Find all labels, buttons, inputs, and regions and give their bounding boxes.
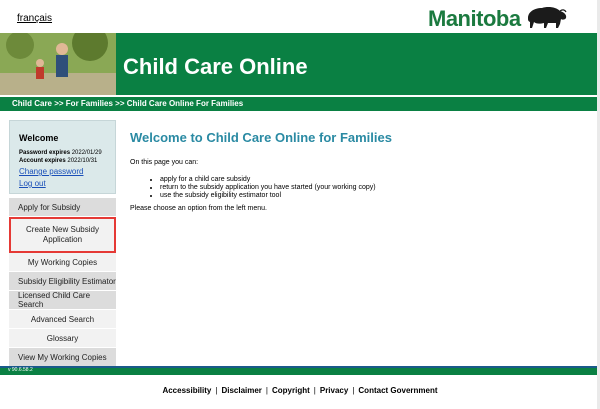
menu-create-new-subsidy-application-label: Create New Subsidy Application bbox=[26, 225, 99, 244]
account-expires-value: 2022/10/31 bbox=[67, 158, 98, 164]
footer-links bbox=[0, 386, 600, 395]
footer-link-accessibility[interactable]: Accessibility bbox=[162, 386, 212, 395]
separator: | bbox=[352, 386, 355, 395]
account-expires bbox=[19, 158, 97, 164]
intro-text: On this page you can: bbox=[130, 159, 199, 166]
password-expires bbox=[19, 150, 102, 156]
change-password-link[interactable]: Change password bbox=[19, 167, 84, 176]
bison-icon bbox=[524, 4, 568, 30]
menu-my-working-copies[interactable]: My Working Copies bbox=[9, 253, 116, 272]
breadcrumb-bar bbox=[0, 95, 600, 111]
instruction-text: Please choose an option from the left menu. bbox=[130, 205, 267, 212]
family-photo bbox=[0, 33, 116, 95]
menu-licensed-child-care-search[interactable]: Licensed Child Care Search bbox=[9, 291, 116, 310]
welcome-box bbox=[9, 120, 116, 194]
header-banner bbox=[0, 33, 600, 95]
separator: | bbox=[265, 386, 268, 395]
footer-link-copyright[interactable]: Copyright bbox=[272, 386, 310, 395]
version-label: v 90.6.58.2 bbox=[8, 367, 33, 373]
main-content bbox=[130, 130, 580, 212]
feature-list bbox=[130, 176, 580, 199]
breadcrumb[interactable]: Child Care >> For Families >> Child Care Online For Families bbox=[12, 99, 244, 108]
list-item: • apply for a child care subsidy bbox=[160, 176, 580, 183]
menu-apply-for-subsidy[interactable]: Apply for Subsidy bbox=[9, 198, 116, 217]
password-expires-value: 2022/01/29 bbox=[71, 150, 102, 156]
footer-link-disclaimer[interactable]: Disclaimer bbox=[221, 386, 262, 395]
logo-text: Manitoba bbox=[428, 6, 521, 31]
footer-link-contact-government[interactable]: Contact Government bbox=[358, 386, 438, 395]
left-menu bbox=[9, 120, 116, 367]
separator: | bbox=[215, 386, 218, 395]
footer-link-privacy[interactable]: Privacy bbox=[319, 386, 349, 395]
menu-advanced-search[interactable]: Advanced Search bbox=[9, 310, 116, 329]
list-item: • return to the subsidy application you have started (your working copy) bbox=[160, 184, 580, 191]
footer-bar bbox=[0, 366, 600, 375]
menu-view-my-working-copies[interactable]: View My Working Copies bbox=[9, 348, 116, 367]
menu-subsidy-eligibility-estimator[interactable]: Subsidy Eligibility Estimator bbox=[9, 272, 116, 291]
page-title: Welcome to Child Care Online for Families bbox=[130, 130, 392, 145]
account-expires-label: Account expires bbox=[19, 158, 66, 164]
separator: | bbox=[313, 386, 316, 395]
menu-glossary[interactable]: Glossary bbox=[9, 329, 116, 348]
manitoba-logo[interactable] bbox=[428, 4, 568, 32]
log-out-link[interactable]: Log out bbox=[19, 179, 46, 188]
list-item: • use the subsidy eligibility estimator tool bbox=[160, 192, 580, 199]
welcome-title: Welcome bbox=[19, 133, 59, 143]
password-expires-label: Password expires bbox=[19, 150, 71, 156]
site-title: Child Care Online bbox=[123, 54, 308, 79]
top-bar bbox=[0, 0, 600, 33]
menu-create-new-subsidy-application[interactable] bbox=[9, 217, 116, 253]
language-toggle-link[interactable]: français bbox=[17, 13, 53, 24]
